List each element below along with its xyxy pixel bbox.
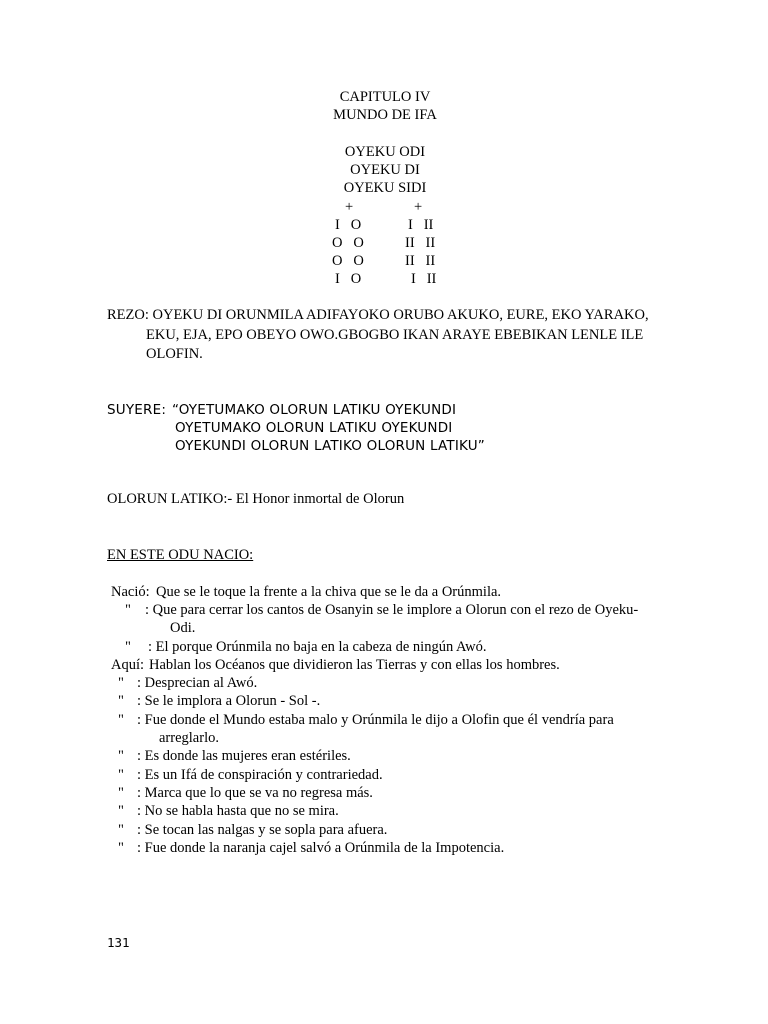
list-item: : Es donde las mujeres eran estériles. <box>137 748 351 764</box>
list-item-prefix: " <box>118 693 124 709</box>
figure-right-row-2: II II <box>405 235 436 251</box>
suyere-line-2: OYETUMAKO OLORUN LATIKU OYEKUNDI <box>175 420 453 436</box>
odu-name-3: OYEKU SIDI <box>343 180 427 196</box>
figure-right-row-3: II II <box>405 253 436 269</box>
figure-left-row-3: O O <box>332 253 364 269</box>
odu-name-1: OYEKU ODI <box>344 144 426 160</box>
list-item: : Marca que lo que se va no regresa más. <box>137 785 373 801</box>
rezo-line-2: EKU, EJA, EPO OBEYO OWO.GBOGBO IKAN ARAYE EBEBIKAN LENLE ILE <box>146 327 644 343</box>
odu-name-2: OYEKU DI <box>350 162 420 178</box>
chapter-title: CAPITULO IV <box>339 89 431 105</box>
list-item: : El porque Orúnmila no baja en la cabeza de ningún Awó. <box>148 639 487 655</box>
figure-right-plus: + <box>414 199 423 215</box>
rezo-line-3: OLOFIN. <box>146 346 203 362</box>
figure-left-row-1: I O <box>335 217 362 233</box>
list-item-continuation: Odi. <box>170 620 196 636</box>
list-item: : Desprecian al Awó. <box>137 675 258 691</box>
list-item-prefix: " <box>118 712 124 728</box>
suyere-line-3: OYEKUNDI OLORUN LATIKO OLORUN LATIKU” <box>175 438 485 454</box>
list-item: : Que para cerrar los cantos de Osanyin se le implore a Olorun con el rezo de Oyeku- <box>145 602 639 618</box>
figure-left-row-2: O O <box>332 235 364 251</box>
figure-left-row-4: I O <box>335 271 362 287</box>
list-item-continuation: arreglarlo. <box>159 730 219 746</box>
section-heading: EN ESTE ODU NACIO: <box>107 547 254 563</box>
list-item: Hablan los Océanos que dividieron las Tierras y con ellas los hombres. <box>149 657 560 673</box>
figure-left-plus: + <box>345 199 354 215</box>
list-item: : No se habla hasta que no se mira. <box>137 803 339 819</box>
list-item: : Se tocan las nalgas y se sopla para afuera. <box>137 822 388 838</box>
suyere-label: SUYERE: <box>107 402 167 418</box>
chapter-subtitle: MUNDO DE IFA <box>333 107 437 123</box>
list-item-prefix: " <box>118 822 124 838</box>
page-number: 131 <box>107 935 130 950</box>
list-item-prefix: " <box>125 602 131 618</box>
list-item: : Fue donde el Mundo estaba malo y Orúnmila le dijo a Olofin que él vendría para <box>137 712 614 728</box>
list-item: : Fue donde la naranja cajel salvó a Orúnmila de la Impotencia. <box>137 840 505 856</box>
list-item-prefix: " <box>118 767 124 783</box>
list-item-prefix: Nació: <box>111 584 150 600</box>
figure-right-row-1: I II <box>408 217 434 233</box>
list-item-prefix: " <box>118 675 124 691</box>
list-item-prefix: " <box>125 639 131 655</box>
list-item-prefix: Aquí: <box>111 657 145 673</box>
list-item: Que se le toque la frente a la chiva que se le da a Orúnmila. <box>156 584 502 600</box>
list-item-prefix: " <box>118 748 124 764</box>
list-item-prefix: " <box>118 803 124 819</box>
list-item-prefix: " <box>118 840 124 856</box>
suyere-line-1: “OYETUMAKO OLORUN LATIKU OYEKUNDI <box>172 402 457 418</box>
rezo-line-1: REZO: OYEKU DI ORUNMILA ADIFAYOKO ORUBO AKUKO, EURE, EKO YARAKO, <box>107 307 649 323</box>
list-item: : Se le implora a Olorun - Sol -. <box>137 693 321 709</box>
list-item-prefix: " <box>118 785 124 801</box>
figure-right-row-4: I II <box>411 271 437 287</box>
olorun-latiko-note: OLORUN LATIKO:- El Honor inmortal de Olorun <box>107 491 405 507</box>
list-item: : Es un Ifá de conspiración y contrariedad. <box>137 767 383 783</box>
